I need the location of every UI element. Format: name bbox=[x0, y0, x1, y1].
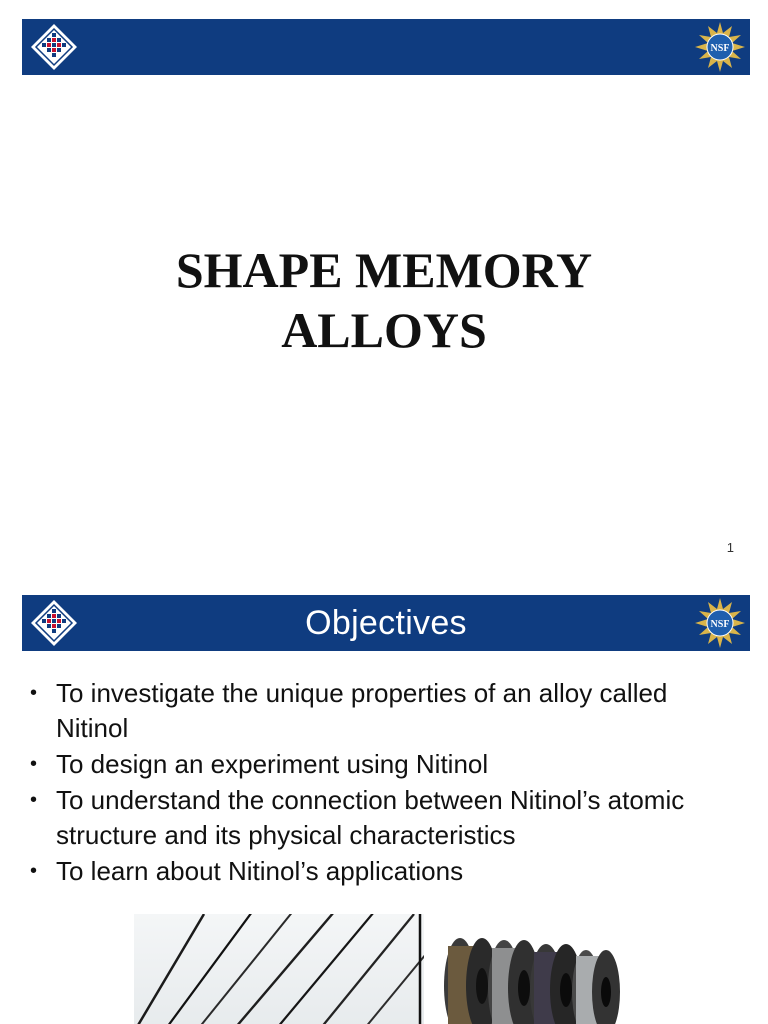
bullet-text: To learn about Nitinol’s applications bbox=[56, 856, 464, 886]
slide-heading: Objectives bbox=[305, 604, 467, 642]
bullet-text: To understand the connection between Nitinol’s atomic structure and its physical characteristics bbox=[56, 785, 685, 850]
diamond-grid-logo-icon bbox=[28, 21, 80, 73]
bullet-icon: • bbox=[30, 682, 38, 704]
svg-text:NSF: NSF bbox=[710, 619, 730, 630]
presentation-title bbox=[0, 240, 768, 360]
nitinol-wires-photo bbox=[134, 914, 424, 1024]
title-line-2: ALLOYS bbox=[281, 302, 487, 358]
bullet-text: To investigate the unique properties of an alloy called Nitinol bbox=[56, 678, 668, 743]
svg-text:NSF: NSF bbox=[710, 43, 730, 54]
list-item bbox=[28, 676, 728, 746]
nsf-seal-icon bbox=[694, 597, 746, 649]
wire-spools-photo bbox=[426, 928, 630, 1024]
title-line-1: SHAPE MEMORY bbox=[175, 242, 593, 298]
header-banner bbox=[22, 595, 750, 651]
objectives-slide bbox=[0, 572, 768, 1024]
bullet-icon: • bbox=[30, 753, 38, 775]
nsf-seal-icon bbox=[694, 21, 746, 73]
bullet-icon: • bbox=[30, 789, 38, 811]
list-item bbox=[28, 854, 728, 889]
list-item bbox=[28, 783, 728, 853]
bullet-icon: • bbox=[30, 860, 38, 882]
slide-number: 1 bbox=[726, 540, 734, 555]
objectives-list bbox=[28, 676, 728, 890]
list-item bbox=[28, 747, 728, 782]
header-banner bbox=[22, 19, 750, 75]
bullet-text: To design an experiment using Nitinol bbox=[56, 749, 489, 779]
